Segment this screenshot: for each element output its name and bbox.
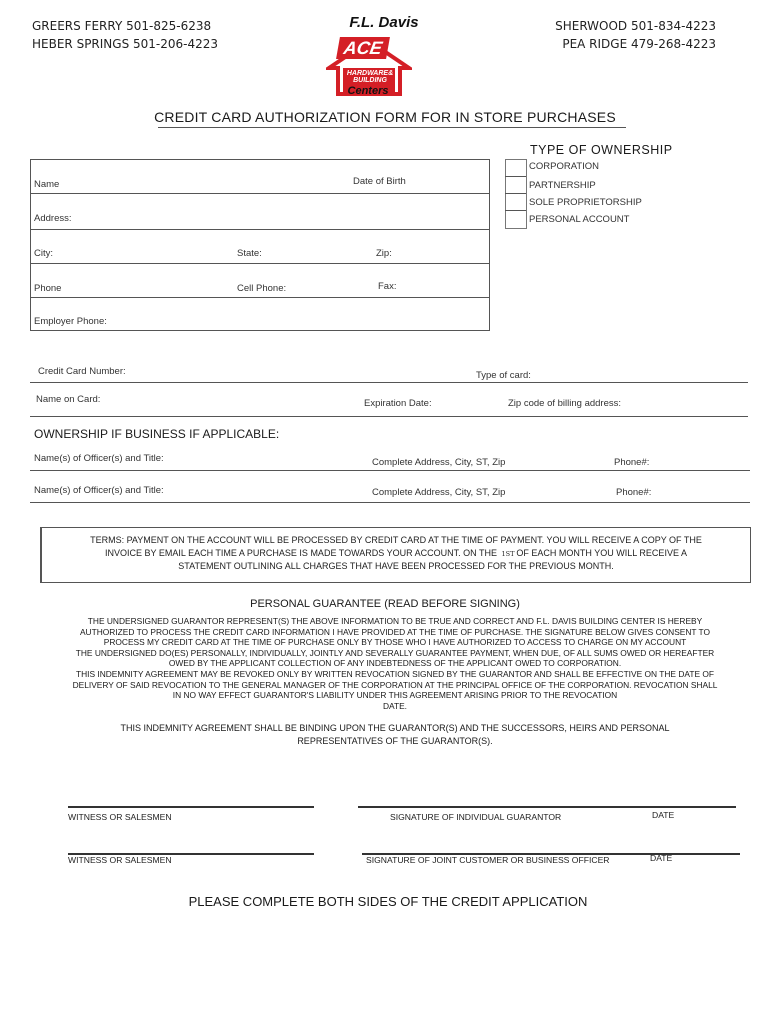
individual-signature-line[interactable] bbox=[358, 806, 736, 808]
guarantee-line: AUTHORIZED TO PROCESS THE CREDIT CARD INFORMATION I HAVE PROVIDED AT THE TIME OF PURCHASE. THE SIGNATURE BELOW GIVES CONSENT TO bbox=[79, 626, 711, 637]
guarantee-line: THIS INDEMNITY AGREEMENT MAY BE REVOKED ONLY BY WRITTEN REVOCATION SIGNED BY THE GUARANTOR AND SHALL BE EFFECTIVE ON THE DATE OF bbox=[75, 668, 714, 679]
binding-line-1: THIS INDEMNITY AGREEMENT SHALL BE BINDING UPON THE GUARANTOR(S) AND THE SUCCESSORS, HEIRS AND PERSONAL bbox=[120, 723, 670, 733]
ownership-title: TYPE OF OWNERSHIP bbox=[530, 143, 673, 157]
date-label-1: DATE bbox=[652, 810, 675, 820]
pea-ridge-phone: PEA RIDGE 479-268-4223 bbox=[562, 37, 716, 51]
officer-name-field-2[interactable]: Name(s) of Officer(s) and Title: bbox=[34, 485, 164, 496]
address-field[interactable]: Address: bbox=[34, 213, 72, 224]
witness-label-2: WITNESS OR SALESMEN bbox=[68, 855, 172, 865]
guarantee-title: PERSONAL GUARANTEE (READ BEFORE SIGNING) bbox=[250, 598, 520, 610]
ownership-personal-account[interactable]: PERSONAL ACCOUNT bbox=[529, 214, 630, 225]
guarantee-line: DATE. bbox=[382, 700, 408, 711]
terms-line-1: TERMS: PAYMENT ON THE ACCOUNT WILL BE PROCESSED BY CREDIT CARD AT THE TIME OF PAYMENT. YOU WILL RECEIVE A COPY OF THE bbox=[90, 535, 702, 545]
guarantee-line: DELIVERY OF SAID REVOCATION TO THE GENERAL MANAGER OF THE CORPORATION AT THE PRINCIPAL OFFICE OF THE CORPORATION. REVOCATION SHALL bbox=[72, 679, 718, 690]
binding-clause bbox=[40, 722, 750, 748]
witness-label-1: WITNESS OR SALESMEN bbox=[68, 812, 172, 822]
title-underline bbox=[158, 127, 626, 128]
ownership-checkbox-column bbox=[505, 159, 527, 229]
row-divider bbox=[30, 297, 490, 298]
business-row-divider bbox=[30, 470, 750, 471]
officer-phone-field-1[interactable]: Phone#: bbox=[614, 457, 650, 468]
credit-card-number-field[interactable]: Credit Card Number: bbox=[38, 366, 126, 377]
row-divider bbox=[30, 263, 490, 264]
officer-name-field-1[interactable]: Name(s) of Officer(s) and Title: bbox=[34, 453, 164, 464]
guarantee-line: PROCESS MY CREDIT CARD AT THE TIME OF PURCHASE ONLY BY THOSE WHO I HAVE AUTHORIZED TO ACCESS TO CHARGE ON MY ACCOUNT bbox=[103, 637, 687, 648]
logo-line-3: BUILDING bbox=[353, 77, 387, 84]
card-row-divider bbox=[30, 416, 748, 417]
applicant-info-box bbox=[30, 159, 490, 331]
witness-signature-line-1[interactable] bbox=[68, 806, 314, 808]
joint-signature-label: SIGNATURE OF JOINT CUSTOMER OR BUSINESS OFFICER bbox=[366, 855, 610, 865]
business-ownership-title: OWNERSHIP IF BUSINESS IF APPLICABLE: bbox=[34, 427, 280, 441]
state-field[interactable]: State: bbox=[237, 248, 262, 259]
terms-line-3: STATEMENT OUTLINING ALL CHARGES THAT HAVE BEEN PROCESSED FOR THE PREVIOUS MONTH. bbox=[178, 561, 614, 571]
individual-signature-label: SIGNATURE OF INDIVIDUAL GUARANTOR bbox=[390, 812, 562, 822]
employer-phone-field[interactable]: Employer Phone: bbox=[34, 316, 107, 327]
terms-1st: 1ST bbox=[501, 550, 515, 558]
greers-ferry-phone: GREERS FERRY 501-825-6238 bbox=[32, 19, 212, 33]
officer-phone-field-2[interactable]: Phone#: bbox=[616, 487, 652, 498]
guarantee-line: THE UNDERSIGNED DO(ES) PERSONALLY, INDIVIDUALLY, JOINTLY AND SEVERALLY GUARANTEE PAYMENT, WHEN DUE, OF ALL SUMS OWED OR HEREAFTER bbox=[75, 647, 715, 658]
terms-line-2c: OF EACH MONTH YOU WILL RECEIVE A bbox=[516, 548, 687, 558]
binding-line-2: REPRESENTATIVES OF THE GUARANTOR(S). bbox=[297, 736, 493, 746]
card-type-field[interactable]: Type of card: bbox=[476, 370, 531, 381]
officer-address-field-2[interactable]: Complete Address, City, ST, Zip bbox=[372, 487, 506, 498]
checkbox-divider bbox=[505, 176, 526, 177]
zip-field[interactable]: Zip: bbox=[376, 248, 392, 259]
ace-wordmark: ACE bbox=[336, 37, 390, 59]
logo-line-1: HOME bbox=[359, 62, 381, 69]
dob-field[interactable]: Date of Birth bbox=[353, 176, 406, 187]
city-field[interactable]: City: bbox=[34, 248, 53, 259]
ownership-corporation[interactable]: CORPORATION bbox=[529, 161, 600, 172]
sherwood-phone: SHERWOOD 501-834-4223 bbox=[555, 19, 716, 33]
row-divider bbox=[30, 193, 490, 194]
logo-name: F.L. Davis bbox=[349, 14, 419, 31]
ownership-sole-proprietorship[interactable]: SOLE PROPRIETORSHIP bbox=[529, 197, 642, 208]
row-divider bbox=[30, 229, 490, 230]
fax-field[interactable]: Fax: bbox=[378, 281, 397, 292]
name-on-card-field[interactable]: Name on Card: bbox=[36, 394, 101, 405]
logo-home-hardware bbox=[343, 62, 397, 85]
card-row-divider bbox=[30, 382, 748, 383]
officer-address-field-1[interactable]: Complete Address, City, ST, Zip bbox=[372, 457, 506, 468]
billing-zip-field[interactable]: Zip code of billing address: bbox=[508, 398, 622, 409]
heber-springs-phone: HEBER SPRINGS 501-206-4223 bbox=[32, 37, 219, 51]
date-label-2: DATE bbox=[650, 853, 673, 863]
name-field[interactable]: Name bbox=[34, 179, 60, 190]
business-row-divider bbox=[30, 502, 750, 503]
guarantee-line: THE UNDERSIGNED GUARANTOR REPRESENT(S) THE ABOVE INFORMATION TO BE TRUE AND CORRECT AND F.L. DAVIS BUILDING CENTER IS HEREBY bbox=[87, 616, 703, 626]
expiration-date-field[interactable]: Expiration Date: bbox=[364, 398, 432, 409]
guarantee-line: IN NO WAY EFFECT GUARANTOR'S LIABILITY UNDER THIS AGREEMENT ARISING PRIOR TO THE REVOCATION bbox=[172, 690, 618, 701]
logo-centers: Centers bbox=[347, 85, 389, 97]
phone-field[interactable]: Phone bbox=[34, 283, 62, 294]
guarantee-body bbox=[40, 616, 750, 711]
terms-line-2a: INVOICE BY EMAIL EACH TIME A PURCHASE IS MADE TOWARDS YOUR ACCOUNT. ON THE bbox=[105, 548, 497, 558]
form-title: CREDIT CARD AUTHORIZATION FORM FOR IN STORE PURCHASES bbox=[154, 109, 616, 125]
cell-phone-field[interactable]: Cell Phone: bbox=[237, 283, 287, 294]
logo-line-2: HARDWARE& bbox=[346, 69, 394, 77]
guarantee-line: OWED BY THE APPLICANT COLLECTION OF ANY INDEBTEDNESS OF THE APPLICANT OWED TO CORPORATION. bbox=[168, 658, 622, 669]
checkbox-divider bbox=[505, 193, 526, 194]
footer-instruction: PLEASE COMPLETE BOTH SIDES OF THE CREDIT APPLICATION bbox=[188, 894, 588, 909]
checkbox-divider bbox=[505, 210, 526, 211]
ownership-partnership[interactable]: PARTNERSHIP bbox=[529, 180, 596, 191]
terms-line-2 bbox=[42, 548, 750, 558]
